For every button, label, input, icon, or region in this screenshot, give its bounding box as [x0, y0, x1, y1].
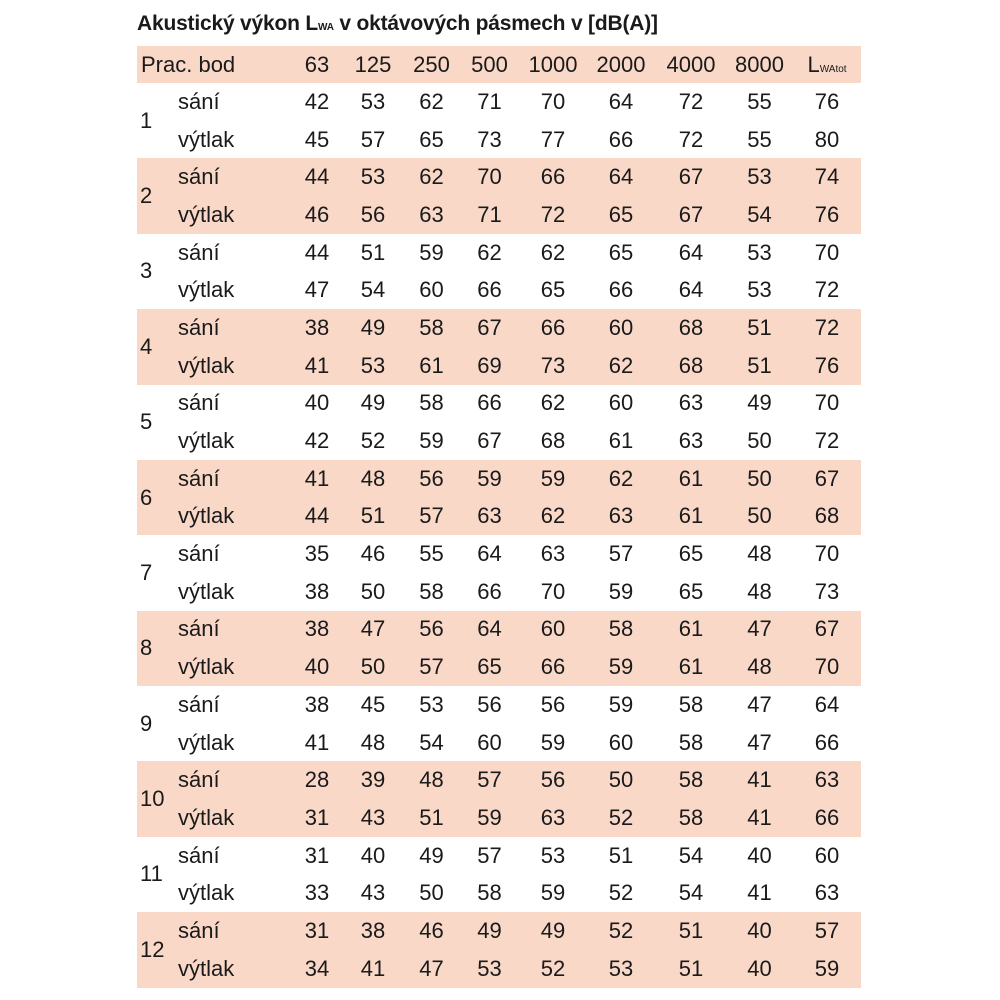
header-total-subscript: WAtot [819, 63, 847, 75]
total-value-cell: 66 [814, 729, 840, 755]
total-value-cell: 70 [814, 239, 840, 265]
band-value-cell: 56 [477, 691, 502, 717]
band-value-cell: 49 [477, 917, 502, 943]
operating-point-number: 6 [140, 484, 153, 510]
band-value-cell: 61 [678, 616, 704, 642]
band-value-cell: 51 [360, 239, 386, 265]
band-value-cell: 61 [419, 352, 444, 378]
band-value-cell: 68 [540, 428, 566, 454]
band-value-cell: 49 [419, 842, 444, 868]
band-value-cell: 52 [360, 428, 386, 454]
operating-point-number: 4 [140, 333, 153, 359]
total-value-cell: 67 [814, 616, 840, 642]
total-value-cell: 67 [814, 465, 840, 491]
sound-power-table [137, 46, 861, 988]
band-value-cell: 57 [419, 503, 444, 529]
band-value-cell: 66 [477, 277, 502, 303]
band-value-cell: 58 [608, 616, 634, 642]
operating-point-number: 11 [140, 861, 163, 887]
band-value-cell: 62 [608, 352, 634, 378]
band-value-cell: 33 [304, 880, 330, 906]
table-row [137, 422, 861, 460]
band-value-cell: 65 [678, 541, 704, 567]
band-value-cell: 58 [678, 691, 704, 717]
band-value-cell: 42 [304, 428, 330, 454]
band-value-cell: 62 [477, 239, 502, 265]
band-value-cell: 50 [747, 465, 772, 491]
band-value-cell: 57 [360, 126, 386, 152]
band-value-cell: 44 [304, 503, 330, 529]
band-value-cell: 60 [540, 616, 566, 642]
band-value-cell: 62 [608, 465, 634, 491]
band-value-cell: 59 [608, 654, 634, 680]
suction-label: sání [178, 842, 220, 868]
band-value-cell: 58 [419, 390, 444, 416]
band-value-cell: 47 [747, 691, 772, 717]
table-row [137, 535, 861, 573]
header-freq-4000: 4000 [666, 51, 716, 77]
band-value-cell: 70 [540, 88, 566, 114]
band-value-cell: 59 [540, 729, 566, 755]
band-value-cell: 40 [747, 842, 772, 868]
suction-label: sání [178, 239, 220, 265]
band-value-cell: 53 [747, 164, 772, 190]
band-value-cell: 48 [747, 654, 772, 680]
band-value-cell: 46 [360, 541, 386, 567]
band-value-cell: 64 [678, 277, 704, 303]
table-row [137, 158, 861, 196]
band-value-cell: 52 [608, 880, 634, 906]
operating-point-number: 10 [140, 786, 165, 812]
band-value-cell: 55 [747, 88, 772, 114]
operating-point-number: 1 [140, 107, 153, 133]
band-value-cell: 67 [678, 201, 704, 227]
operating-point-number: 7 [140, 559, 153, 585]
table-row [137, 234, 861, 272]
band-value-cell: 38 [304, 616, 330, 642]
band-value-cell: 57 [608, 541, 634, 567]
band-value-cell: 54 [678, 842, 704, 868]
total-value-cell: 70 [814, 390, 840, 416]
total-value-cell: 57 [814, 917, 840, 943]
band-value-cell: 57 [419, 654, 444, 680]
band-value-cell: 59 [540, 880, 566, 906]
band-value-cell: 38 [360, 917, 386, 943]
table-row [137, 309, 861, 347]
table-row [137, 799, 861, 837]
band-value-cell: 35 [304, 541, 330, 567]
table-row [137, 347, 861, 385]
band-value-cell: 28 [304, 767, 330, 793]
band-value-cell: 31 [304, 842, 330, 868]
band-value-cell: 59 [477, 465, 502, 491]
table-row [137, 686, 861, 724]
table-row [137, 950, 861, 988]
band-value-cell: 70 [540, 578, 566, 604]
band-value-cell: 54 [747, 201, 772, 227]
band-value-cell: 53 [360, 88, 386, 114]
band-value-cell: 59 [419, 239, 444, 265]
band-value-cell: 68 [678, 314, 704, 340]
band-value-cell: 56 [540, 691, 566, 717]
discharge-label: výtlak [178, 729, 235, 755]
band-value-cell: 56 [419, 465, 444, 491]
band-value-cell: 53 [747, 239, 772, 265]
band-value-cell: 49 [360, 314, 386, 340]
table-row [137, 385, 861, 423]
table-row [137, 121, 861, 159]
band-value-cell: 40 [747, 917, 772, 943]
header-freq-2000: 2000 [596, 51, 646, 77]
band-value-cell: 60 [608, 314, 634, 340]
band-value-cell: 38 [304, 314, 330, 340]
band-value-cell: 59 [540, 465, 566, 491]
band-value-cell: 61 [678, 503, 704, 529]
band-value-cell: 52 [540, 955, 566, 981]
band-value-cell: 57 [477, 767, 502, 793]
table-row [137, 761, 861, 799]
table-body [137, 83, 861, 988]
suction-label: sání [178, 767, 220, 793]
band-value-cell: 51 [678, 955, 704, 981]
band-value-cell: 67 [477, 314, 502, 340]
suction-label: sání [178, 164, 220, 190]
band-value-cell: 62 [540, 503, 566, 529]
discharge-label: výtlak [178, 578, 235, 604]
total-value-cell: 72 [814, 314, 840, 340]
operating-point-number: 8 [140, 635, 153, 661]
table-row [137, 271, 861, 309]
band-value-cell: 45 [360, 691, 386, 717]
table-row [137, 573, 861, 611]
band-value-cell: 58 [678, 729, 704, 755]
band-value-cell: 48 [747, 578, 772, 604]
band-value-cell: 73 [540, 352, 566, 378]
header-freq-250: 250 [413, 51, 450, 77]
suction-label: sání [178, 314, 220, 340]
total-value-cell: 73 [814, 578, 840, 604]
band-value-cell: 48 [747, 541, 772, 567]
band-value-cell: 59 [419, 428, 444, 454]
discharge-label: výtlak [178, 201, 235, 227]
total-value-cell: 70 [814, 541, 840, 567]
band-value-cell: 39 [360, 767, 386, 793]
suction-label: sání [178, 616, 220, 642]
band-value-cell: 53 [747, 277, 772, 303]
band-value-cell: 58 [477, 880, 502, 906]
title-prefix: Akustický výkon L [137, 12, 319, 35]
band-value-cell: 50 [747, 503, 772, 529]
band-value-cell: 54 [419, 729, 444, 755]
operating-point-number: 5 [140, 409, 153, 435]
band-value-cell: 38 [304, 691, 330, 717]
band-value-cell: 65 [608, 201, 634, 227]
band-value-cell: 50 [608, 767, 634, 793]
table-row [137, 83, 861, 121]
discharge-label: výtlak [178, 880, 235, 906]
header-total-prefix: L [807, 51, 820, 77]
band-value-cell: 60 [419, 277, 444, 303]
band-value-cell: 49 [747, 390, 772, 416]
band-value-cell: 59 [608, 578, 634, 604]
total-value-cell: 80 [814, 126, 840, 152]
band-value-cell: 63 [477, 503, 502, 529]
band-value-cell: 41 [304, 352, 330, 378]
band-value-cell: 53 [419, 691, 444, 717]
suction-label: sání [178, 390, 220, 416]
band-value-cell: 53 [360, 352, 386, 378]
band-value-cell: 47 [360, 616, 386, 642]
operating-point-number: 2 [140, 183, 153, 209]
band-value-cell: 66 [608, 126, 634, 152]
band-value-cell: 64 [477, 616, 502, 642]
discharge-label: výtlak [178, 503, 235, 529]
band-value-cell: 53 [608, 955, 634, 981]
band-value-cell: 66 [608, 277, 634, 303]
band-value-cell: 63 [419, 201, 444, 227]
sound-power-table-block [137, 10, 861, 988]
band-value-cell: 50 [747, 428, 772, 454]
band-value-cell: 66 [540, 314, 566, 340]
band-value-cell: 61 [678, 465, 704, 491]
operating-point-number: 9 [140, 710, 153, 736]
band-value-cell: 50 [419, 880, 444, 906]
band-value-cell: 63 [608, 503, 634, 529]
header-freq-8000: 8000 [735, 51, 784, 77]
header-freq-1000: 1000 [528, 51, 578, 77]
header-freq-500: 500 [471, 51, 508, 77]
discharge-label: výtlak [178, 277, 235, 303]
table-row [137, 874, 861, 912]
band-value-cell: 61 [678, 654, 704, 680]
band-value-cell: 55 [747, 126, 772, 152]
discharge-label: výtlak [178, 955, 235, 981]
band-value-cell: 57 [477, 842, 502, 868]
band-value-cell: 63 [540, 804, 566, 830]
table-row [137, 611, 861, 649]
band-value-cell: 54 [360, 277, 386, 303]
band-value-cell: 62 [419, 164, 444, 190]
total-value-cell: 60 [814, 842, 840, 868]
discharge-label: výtlak [178, 804, 235, 830]
band-value-cell: 49 [360, 390, 386, 416]
total-value-cell: 74 [814, 164, 840, 190]
table-title [137, 10, 861, 46]
band-value-cell: 48 [419, 767, 444, 793]
band-value-cell: 63 [678, 428, 704, 454]
band-value-cell: 77 [540, 126, 566, 152]
discharge-label: výtlak [178, 428, 235, 454]
total-value-cell: 66 [814, 804, 840, 830]
total-value-cell: 68 [814, 503, 840, 529]
table-row [137, 648, 861, 686]
band-value-cell: 60 [608, 729, 634, 755]
band-value-cell: 40 [304, 654, 330, 680]
band-value-cell: 67 [678, 164, 704, 190]
band-value-cell: 34 [304, 955, 330, 981]
total-value-cell: 72 [814, 428, 840, 454]
band-value-cell: 46 [304, 201, 330, 227]
suction-label: sání [178, 691, 220, 717]
band-value-cell: 40 [360, 842, 386, 868]
total-value-cell: 70 [814, 654, 840, 680]
band-value-cell: 65 [419, 126, 444, 152]
band-value-cell: 47 [304, 277, 330, 303]
band-value-cell: 67 [477, 428, 502, 454]
total-value-cell: 76 [814, 201, 840, 227]
band-value-cell: 45 [304, 126, 330, 152]
band-value-cell: 62 [540, 239, 566, 265]
band-value-cell: 43 [360, 804, 386, 830]
band-value-cell: 58 [419, 314, 444, 340]
title-suffix: v oktávových pásmech v [dB(A)] [333, 12, 658, 35]
header-freq-125: 125 [354, 51, 392, 77]
total-value-cell: 63 [814, 880, 840, 906]
band-value-cell: 58 [419, 578, 444, 604]
band-value-cell: 56 [540, 767, 566, 793]
band-value-cell: 44 [304, 164, 330, 190]
band-value-cell: 47 [747, 729, 772, 755]
header-freq-63: 63 [304, 51, 330, 77]
band-value-cell: 46 [419, 917, 444, 943]
band-value-cell: 65 [540, 277, 566, 303]
band-value-cell: 51 [678, 917, 704, 943]
header-total [793, 46, 861, 83]
band-value-cell: 56 [419, 616, 444, 642]
band-value-cell: 71 [477, 201, 502, 227]
band-value-cell: 48 [360, 729, 386, 755]
band-value-cell: 63 [678, 390, 704, 416]
band-value-cell: 64 [608, 164, 634, 190]
band-value-cell: 53 [360, 164, 386, 190]
band-value-cell: 51 [419, 804, 444, 830]
band-value-cell: 54 [678, 880, 704, 906]
total-value-cell: 59 [814, 955, 840, 981]
total-value-cell: 76 [814, 88, 840, 114]
band-value-cell: 56 [360, 201, 386, 227]
band-value-cell: 58 [678, 804, 704, 830]
band-value-cell: 41 [747, 804, 772, 830]
band-value-cell: 31 [304, 917, 330, 943]
operating-point-number: 12 [140, 936, 165, 962]
table-row [137, 724, 861, 762]
band-value-cell: 70 [477, 164, 502, 190]
band-value-cell: 38 [304, 578, 330, 604]
band-value-cell: 49 [540, 917, 566, 943]
band-value-cell: 73 [477, 126, 502, 152]
operating-point-number: 3 [140, 258, 153, 284]
band-value-cell: 72 [678, 88, 704, 114]
band-value-cell: 64 [678, 239, 704, 265]
band-value-cell: 58 [678, 767, 704, 793]
band-value-cell: 66 [540, 164, 566, 190]
band-value-cell: 65 [608, 239, 634, 265]
total-value-cell: 64 [814, 691, 840, 717]
band-value-cell: 41 [747, 880, 772, 906]
band-value-cell: 43 [360, 880, 386, 906]
band-value-cell: 47 [419, 955, 444, 981]
band-value-cell: 41 [304, 729, 330, 755]
band-value-cell: 50 [360, 578, 386, 604]
band-value-cell: 50 [360, 654, 386, 680]
band-value-cell: 51 [608, 842, 634, 868]
band-value-cell: 66 [540, 654, 566, 680]
band-value-cell: 48 [360, 465, 386, 491]
band-value-cell: 52 [608, 804, 634, 830]
band-value-cell: 53 [540, 842, 566, 868]
suction-label: sání [178, 541, 220, 567]
band-value-cell: 59 [477, 804, 502, 830]
band-value-cell: 62 [419, 88, 444, 114]
band-value-cell: 61 [608, 428, 634, 454]
discharge-label: výtlak [178, 654, 235, 680]
band-value-cell: 51 [360, 503, 386, 529]
suction-label: sání [178, 917, 220, 943]
band-value-cell: 69 [477, 352, 502, 378]
band-value-cell: 71 [477, 88, 502, 114]
suction-label: sání [178, 465, 220, 491]
band-value-cell: 41 [360, 955, 386, 981]
band-value-cell: 51 [747, 352, 772, 378]
band-value-cell: 64 [477, 541, 502, 567]
band-value-cell: 31 [304, 804, 330, 830]
discharge-label: výtlak [178, 352, 235, 378]
table-row [137, 196, 861, 234]
band-value-cell: 64 [608, 88, 634, 114]
band-value-cell: 65 [477, 654, 502, 680]
table-row [137, 460, 861, 498]
header-operating-point: Prac. bod [141, 51, 236, 77]
table-row [137, 498, 861, 536]
band-value-cell: 65 [678, 578, 704, 604]
band-value-cell: 51 [747, 314, 772, 340]
suction-label: sání [178, 88, 220, 114]
band-value-cell: 41 [304, 465, 330, 491]
band-value-cell: 42 [304, 88, 330, 114]
band-value-cell: 66 [477, 578, 502, 604]
band-value-cell: 68 [678, 352, 704, 378]
band-value-cell: 60 [608, 390, 634, 416]
band-value-cell: 53 [477, 955, 502, 981]
discharge-label: výtlak [178, 126, 235, 152]
band-value-cell: 66 [477, 390, 502, 416]
table-row [137, 912, 861, 950]
band-value-cell: 59 [608, 691, 634, 717]
table-row [137, 837, 861, 875]
band-value-cell: 72 [540, 201, 566, 227]
total-value-cell: 72 [814, 277, 840, 303]
band-value-cell: 60 [477, 729, 502, 755]
total-value-cell: 76 [814, 352, 840, 378]
band-value-cell: 47 [747, 616, 772, 642]
band-value-cell: 44 [304, 239, 330, 265]
band-value-cell: 63 [540, 541, 566, 567]
header-row [137, 46, 861, 83]
total-value-cell: 63 [814, 767, 840, 793]
band-value-cell: 40 [304, 390, 330, 416]
band-value-cell: 55 [419, 541, 444, 567]
band-value-cell: 52 [608, 917, 634, 943]
band-value-cell: 41 [747, 767, 772, 793]
band-value-cell: 40 [747, 955, 772, 981]
band-value-cell: 62 [540, 390, 566, 416]
title-subscript: WA [318, 22, 334, 33]
band-value-cell: 72 [678, 126, 704, 152]
